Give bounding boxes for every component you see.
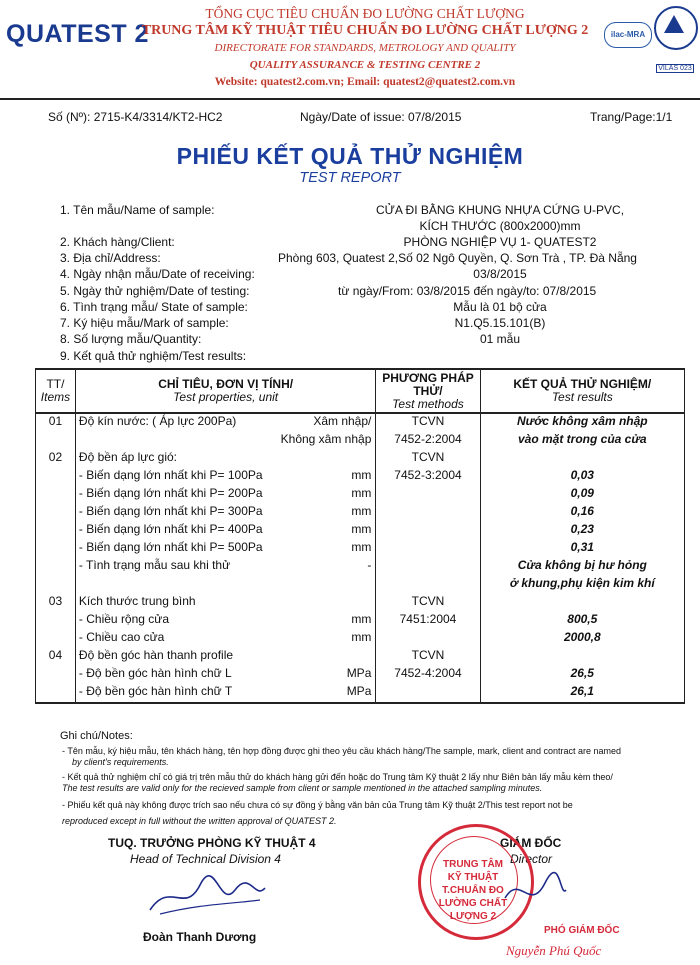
cell-item: 01 [36, 413, 76, 432]
table-row [36, 594, 685, 612]
cell-result: 26,5 [480, 666, 684, 684]
property-text: - Độ bền góc hàn hình chữ T [78, 684, 233, 698]
info-label: 1. Tên mẫu/Name of sample: [60, 203, 215, 217]
unit-text: MPa [346, 684, 372, 698]
cell-property [75, 684, 375, 703]
note-1-cont: by client's requirements. [72, 757, 169, 767]
cell-item: 03 [36, 594, 76, 612]
unit-text: mm [351, 522, 372, 536]
cell-item [36, 432, 76, 450]
cell-property [75, 576, 375, 594]
info-value: 03/8/2015 [473, 267, 527, 281]
cell-property [75, 504, 375, 522]
header-line-3: DIRECTORATE FOR STANDARDS, METROLOGY AND QUALITY [214, 42, 516, 54]
left-signatory-subtitle: Head of Technical Division 4 [130, 852, 281, 866]
cell-item [36, 468, 76, 486]
property-text: Độ kín nước: ( Áp lực 200Pa) [78, 414, 237, 428]
info-value: Mẫu là 01 bộ cửa [453, 300, 547, 314]
seal-triangle-icon [664, 15, 684, 33]
cell-result: 0,09 [480, 486, 684, 504]
property-text: - Biến dạng lớn nhất khi P= 100Pa [78, 468, 263, 482]
note-3: - Phiếu kết quả này không được trích sao nếu chưa có sự đồng ý bằng văn bản của Trung tâm Kỹ thuật 2/This test report not be [62, 800, 573, 810]
cell-method: 7452-2:2004 [376, 432, 480, 450]
info-label: 3. Địa chỉ/Address: [60, 251, 161, 265]
header-line-4: QUALITY ASSURANCE & TESTING CENTRE 2 [249, 59, 481, 71]
note-2: - Kết quả thử nghiệm chỉ có giá trị trên mẫu thử do khách hàng gửi đến hoặc do Trung tâm Kỹ thuật 2 lấy như Biên bản lấy mẫu kèm theo/ [62, 772, 613, 782]
cell-method [376, 630, 480, 648]
info-value: Phòng 603, Quatest 2,Số 02 Ngô Quyền, Q. Sơn Trà , TP. Đà Nẵng [278, 251, 637, 265]
cell-property [75, 432, 375, 450]
page-title: PHIẾU KẾT QUẢ THỬ NGHIỆM [176, 143, 524, 169]
cell-result: 2000,8 [480, 630, 684, 648]
unit-text: mm [351, 540, 372, 554]
unit-text: mm [351, 486, 372, 500]
cell-method: 7451:2004 [376, 612, 480, 630]
table-row [36, 558, 685, 576]
cell-item: 04 [36, 648, 76, 666]
header-line-1: TỔNG CỤC TIÊU CHUẨN ĐO LƯỜNG CHẤT LƯỢNG [205, 6, 525, 21]
header-text-en: Test methods [392, 396, 464, 411]
cell-result: 0,23 [480, 522, 684, 540]
info-label: 8. Số lượng mẫu/Quantity: [60, 332, 202, 346]
cell-method: TCVN [376, 450, 480, 468]
cell-property [75, 450, 375, 468]
cell-result: 0,16 [480, 504, 684, 522]
col-header-methods [376, 369, 480, 413]
header-text: TT/ [46, 377, 65, 391]
cell-item [36, 558, 76, 576]
unit-text: mm [351, 468, 372, 482]
cell-item [36, 504, 76, 522]
results-table [35, 368, 685, 704]
cell-method [376, 684, 480, 703]
report-number: Số (Nº): 2715-K4/3314/KT2-HC2 [48, 110, 223, 124]
table-row [36, 413, 685, 432]
cell-result: Nước không xâm nhập [480, 413, 684, 432]
table-row [36, 450, 685, 468]
property-text: - Biến dạng lớn nhất khi P= 500Pa [78, 540, 263, 554]
col-header-properties [75, 369, 375, 413]
issue-date: Ngày/Date of issue: 07/8/2015 [300, 110, 462, 124]
right-signatory-name: Nguyễn Phú Quốc [506, 943, 602, 958]
ilac-mra-logo: ilac-MRA [604, 22, 652, 48]
cell-method: 7452-4:2004 [376, 666, 480, 684]
right-signature [500, 868, 570, 918]
header-text-en: Items [40, 390, 71, 404]
unit-text: mm [351, 504, 372, 518]
cell-item [36, 684, 76, 703]
cell-property [75, 558, 375, 576]
note-2-cont: The test results are valid only for the recieved sample from client or sample mentioned in the attached sampling minutes. [62, 783, 543, 793]
cell-method: TCVN [376, 413, 480, 432]
cell-property [75, 612, 375, 630]
header-website: Website: quatest2.com.vn; Email: quatest2@quatest2.com.vn [214, 76, 516, 88]
page-subtitle: TEST REPORT [299, 170, 401, 186]
info-label: 2. Khách hàng/Client: [60, 235, 175, 249]
cell-result: 0,03 [480, 468, 684, 486]
cell-property [75, 594, 375, 612]
cell-item [36, 666, 76, 684]
cell-property [75, 648, 375, 666]
cell-property [75, 413, 375, 432]
cell-method: TCVN [376, 594, 480, 612]
unit-text: Không xâm nhập [280, 432, 372, 446]
property-text: - Tình trạng mẫu sau khi thử [78, 558, 231, 572]
unit-text: Xâm nhập/ [313, 414, 372, 428]
property-text: - Độ bền góc hàn hình chữ L [78, 666, 232, 680]
cell-method [376, 558, 480, 576]
cell-method [376, 576, 480, 594]
cell-result [480, 594, 684, 612]
table-row [36, 504, 685, 522]
info-value: 01 mẫu [479, 332, 521, 346]
info-value: N1.Q5.15.101(B) [454, 316, 546, 330]
cell-method: 7452-3:2004 [376, 468, 480, 486]
table-row [36, 630, 685, 648]
info-value: PHÒNG NGHIỆP VỤ 1- QUATEST2 [403, 235, 597, 249]
header-text-en: Test results [551, 390, 613, 404]
table-row [36, 486, 685, 504]
col-header-items [36, 369, 76, 413]
cell-property [75, 540, 375, 558]
table-row [36, 432, 685, 450]
right-signatory-title: GIÁM ĐỐC [500, 836, 562, 850]
header-divider [0, 98, 700, 100]
table-row [36, 648, 685, 666]
cell-item [36, 576, 76, 594]
property-text: Kích thước trung bình [78, 594, 196, 608]
property-text: - Chiều rộng cửa [78, 612, 169, 626]
left-signatory-title: TUQ. TRƯỞNG PHÒNG KỸ THUẬT 4 [108, 836, 316, 850]
cell-result [480, 648, 684, 666]
cell-item [36, 486, 76, 504]
table-row [36, 666, 685, 684]
cell-result: vào mặt trong của cửa [480, 432, 684, 450]
cell-property [75, 486, 375, 504]
info-value: KÍCH THƯỚC (800x2000)mm [419, 219, 581, 233]
col-header-results [480, 369, 684, 413]
property-text: - Biến dạng lớn nhất khi P= 300Pa [78, 504, 263, 518]
deputy-director-title: PHÓ GIÁM ĐỐC [544, 925, 620, 936]
info-label: 9. Kết quả thử nghiệm/Test results: [60, 349, 247, 363]
property-text: - Biến dạng lớn nhất khi P= 400Pa [78, 522, 263, 536]
header-text: PHƯƠNG PHÁP THỬ/ [382, 370, 474, 398]
info-value: từ ngày/From: 03/8/2015 đến ngày/to: 07/8/2015 [338, 284, 597, 298]
info-label: 6. Tình trạng mẫu/ State of sample: [60, 300, 248, 314]
unit-text: - [367, 558, 372, 572]
info-label: 4. Ngày nhận mẫu/Date of receiving: [60, 267, 255, 281]
cell-method [376, 540, 480, 558]
cell-method [376, 504, 480, 522]
cell-item [36, 540, 76, 558]
left-signature [140, 870, 270, 920]
property-text: - Chiều cao cửa [78, 630, 165, 644]
cell-item [36, 522, 76, 540]
left-signatory-name: Đoàn Thanh Dương [143, 930, 257, 944]
table-row [36, 576, 685, 594]
property-text: Độ bền áp lực gió: [78, 450, 178, 464]
cell-method: TCVN [376, 648, 480, 666]
note-3-cont: reproduced except in full without the written approval of QUATEST 2. [62, 816, 337, 826]
cell-result: 0,31 [480, 540, 684, 558]
cell-property [75, 522, 375, 540]
info-label: 5. Ngày thử nghiệm/Date of testing: [60, 284, 250, 298]
info-label: 7. Ký hiệu mẫu/Mark of sample: [60, 316, 229, 330]
cell-item [36, 612, 76, 630]
header-text-en: Test properties, unit [173, 390, 279, 404]
property-text: - Biến dạng lớn nhất khi P= 200Pa [78, 486, 263, 500]
cell-result: Cửa không bị hư hỏng [480, 558, 684, 576]
notes-title: Ghi chú/Notes: [60, 730, 133, 742]
property-text: Độ bền góc hàn thanh profile [78, 648, 234, 662]
cell-method [376, 486, 480, 504]
unit-text: mm [351, 630, 372, 644]
cell-method [376, 522, 480, 540]
info-value: CỬA ĐI BẰNG KHUNG NHỰA CỨNG U-PVC, [375, 203, 625, 217]
table-header-row [36, 369, 685, 413]
unit-text: MPa [346, 666, 372, 680]
cell-item: 02 [36, 450, 76, 468]
cell-result [480, 450, 684, 468]
cell-result: 800,5 [480, 612, 684, 630]
quatest2-logo: QUATEST 2 [6, 20, 149, 48]
vilas-badge: VILAS 023 [656, 64, 694, 73]
cell-item [36, 630, 76, 648]
note-1: - Tên mẫu, ký hiệu mẫu, tên khách hàng, tên hợp đồng được ghi theo yêu cầu khách hàng/The sample, mark, client and contract are named [62, 746, 621, 756]
table-row [36, 522, 685, 540]
unit-text: mm [351, 612, 372, 626]
table-row [36, 612, 685, 630]
cell-property [75, 630, 375, 648]
cell-property [75, 468, 375, 486]
cell-result: ở khung,phụ kiện kim khí [480, 576, 684, 594]
page-number: Trang/Page:1/1 [590, 110, 673, 124]
right-signatory-subtitle: Director [510, 852, 553, 866]
header-text: KẾT QUẢ THỬ NGHIỆM/ [513, 377, 652, 391]
table-row [36, 540, 685, 558]
header-line-2: TRUNG TÂM KỸ THUẬT TIÊU CHUẨN ĐO LƯỜNG CHẤT LƯỢNG 2 [141, 23, 589, 38]
table-row [36, 684, 685, 703]
stamp-text: TRUNG TÂM KỸ THUẬT T.CHUẨN ĐO LƯỜNG CHẤT LƯỢNG 2 [438, 859, 508, 922]
cell-result: 26,1 [480, 684, 684, 703]
cell-property [75, 666, 375, 684]
table-row [36, 468, 685, 486]
header-text: CHỈ TIÊU, ĐƠN VỊ TÍNH/ [158, 377, 294, 391]
